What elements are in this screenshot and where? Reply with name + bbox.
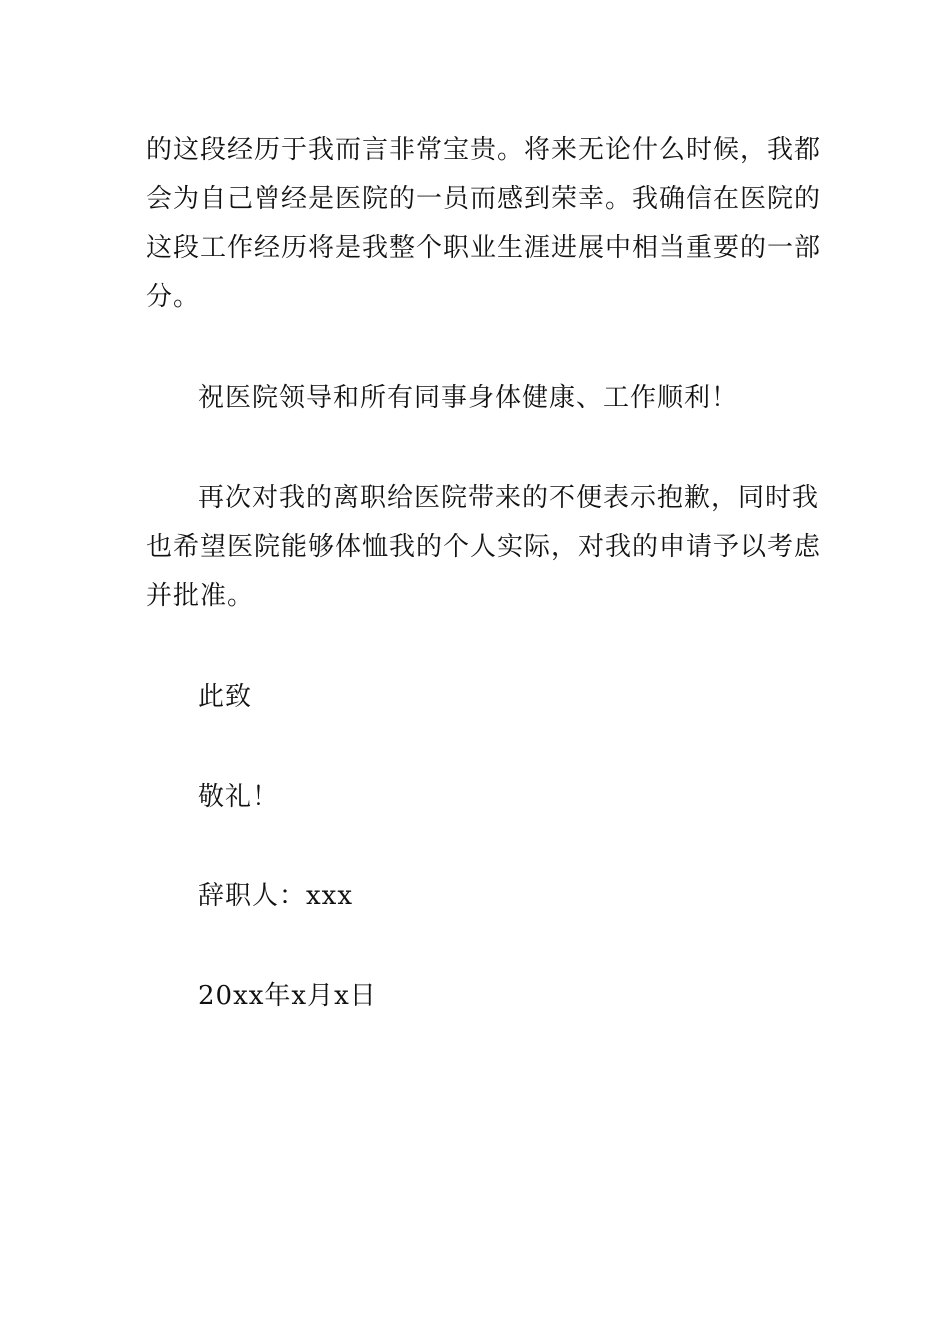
text-line: 分。	[146, 282, 201, 312]
text-line: 的这段经历于我而言非常宝贵。将来无论什么时候，我都	[146, 135, 822, 165]
closing-text: 此致	[198, 682, 253, 712]
text-line: 也希望医院能够体恤我的个人实际，对我的申请予以考虑	[146, 532, 822, 562]
paragraph-gratitude	[146, 126, 822, 322]
closing-regards	[146, 773, 810, 822]
text-line: 并批准。	[146, 581, 255, 611]
date-text: 20xx年x月x日	[198, 981, 377, 1011]
date	[146, 972, 810, 1021]
text-line: 再次对我的离职给医院带来的不便表示抱歉，同时我	[198, 483, 820, 513]
closing-text: 敬礼！	[198, 782, 280, 812]
text-line: 这段工作经历将是我整个职业生涯进展中相当重要的一部	[146, 233, 822, 263]
signature-text: 辞职人：xxx	[198, 881, 353, 911]
signature	[146, 872, 810, 921]
paragraph-apology	[146, 474, 822, 621]
text-line: 会为自己曾经是医院的一员而感到荣幸。我确信在医院的	[146, 184, 822, 214]
paragraph-wishes	[146, 374, 810, 423]
text-line: 祝医院领导和所有同事身体健康、工作顺利！	[198, 383, 739, 413]
closing-salutation	[146, 673, 810, 722]
